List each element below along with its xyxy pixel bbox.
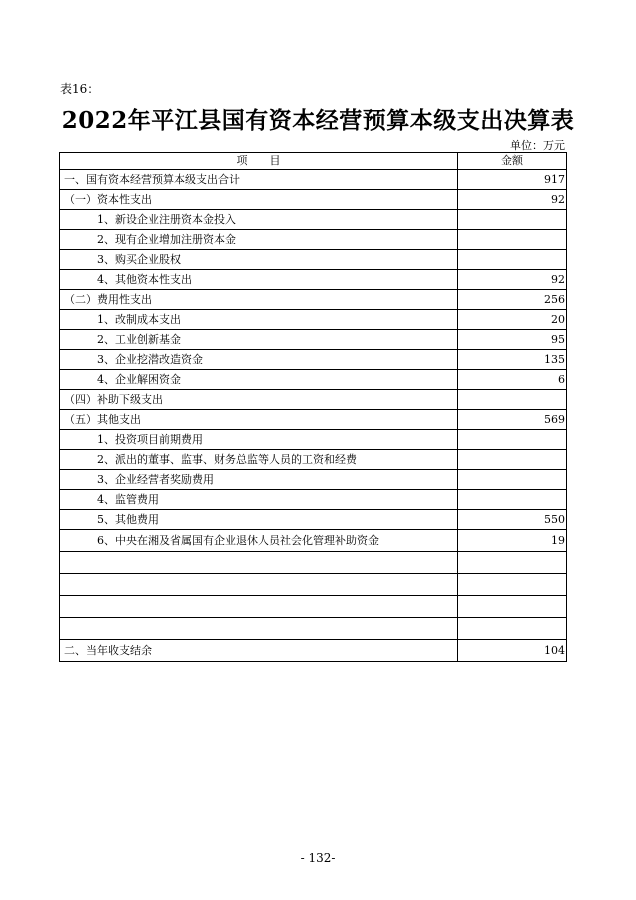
row-amount xyxy=(458,470,567,490)
row-amount: 256 xyxy=(458,290,567,310)
row-item: 1、投资项目前期费用 xyxy=(60,430,458,450)
row-amount: 104 xyxy=(458,640,567,662)
row-amount: 135 xyxy=(458,350,567,370)
row-item xyxy=(60,596,458,618)
row-item: 4、监管费用 xyxy=(60,490,458,510)
row-item: 1、改制成本支出 xyxy=(60,310,458,330)
table-row xyxy=(60,250,567,270)
header-item: 项 目 xyxy=(60,153,458,170)
row-amount xyxy=(458,574,567,596)
row-amount xyxy=(458,450,567,470)
table-row xyxy=(60,574,567,596)
row-item: 6、中央在湘及省属国有企业退休人员社会化管理补助资金 xyxy=(60,530,458,552)
row-item: 3、购买企业股权 xyxy=(60,250,458,270)
table-row xyxy=(60,510,567,530)
row-amount: 95 xyxy=(458,330,567,350)
row-item: 2、现有企业增加注册资本金 xyxy=(60,230,458,250)
row-item: 二、当年收支结余 xyxy=(60,640,458,662)
table-header-row xyxy=(60,153,567,170)
document-title: 2022年平江县国有资本经营预算本级支出决算表 xyxy=(61,107,575,134)
row-amount: 92 xyxy=(458,270,567,290)
row-amount: 6 xyxy=(458,370,567,390)
table-row xyxy=(60,370,567,390)
table-row xyxy=(60,230,567,250)
table-row xyxy=(60,490,567,510)
row-item: （五）其他支出 xyxy=(60,410,458,430)
row-item: 3、企业挖潜改造资金 xyxy=(60,350,458,370)
table-row xyxy=(60,270,567,290)
row-item: 2、派出的董事、监事、财务总监等人员的工资和经费 xyxy=(60,450,458,470)
row-amount xyxy=(458,390,567,410)
row-item: 4、企业解困资金 xyxy=(60,370,458,390)
row-amount xyxy=(458,230,567,250)
row-item: （一）资本性支出 xyxy=(60,190,458,210)
row-item: 2、工业创新基金 xyxy=(60,330,458,350)
table-row xyxy=(60,290,567,310)
row-item: （四）补助下级支出 xyxy=(60,390,458,410)
table-number: 表16： xyxy=(60,82,100,96)
table-row xyxy=(60,640,567,662)
row-item: 4、其他资本性支出 xyxy=(60,270,458,290)
table-row xyxy=(60,190,567,210)
table-row xyxy=(60,410,567,430)
row-amount: 92 xyxy=(458,190,567,210)
header-amount: 金额 xyxy=(458,153,567,170)
row-item: 3、企业经营者奖励费用 xyxy=(60,470,458,490)
row-item: 一、国有资本经营预算本级支出合计 xyxy=(60,170,458,190)
row-item xyxy=(60,618,458,640)
row-amount: 917 xyxy=(458,170,567,190)
table-row xyxy=(60,552,567,574)
row-amount xyxy=(458,430,567,450)
table-row xyxy=(60,596,567,618)
table-row xyxy=(60,310,567,330)
table-row xyxy=(60,530,567,552)
page-number: - 132- xyxy=(300,851,336,865)
table-row xyxy=(60,350,567,370)
row-item: 5、其他费用 xyxy=(60,510,458,530)
row-item xyxy=(60,552,458,574)
row-amount: 550 xyxy=(458,510,567,530)
row-amount xyxy=(458,250,567,270)
table-row xyxy=(60,170,567,190)
row-amount xyxy=(458,552,567,574)
table-row xyxy=(60,330,567,350)
row-amount xyxy=(458,596,567,618)
row-item: （二）费用性支出 xyxy=(60,290,458,310)
row-amount: 569 xyxy=(458,410,567,430)
table-row xyxy=(60,390,567,410)
row-amount: 20 xyxy=(458,310,567,330)
table-row xyxy=(60,618,567,640)
row-amount xyxy=(458,210,567,230)
row-item xyxy=(60,574,458,596)
table-row xyxy=(60,210,567,230)
row-amount: 19 xyxy=(458,530,567,552)
table-row xyxy=(60,430,567,450)
row-amount xyxy=(458,490,567,510)
expenditure-table xyxy=(59,152,567,662)
unit-label: 单位：万元 xyxy=(510,139,565,152)
row-amount xyxy=(458,618,567,640)
table-row xyxy=(60,450,567,470)
table-row xyxy=(60,470,567,490)
row-item: 1、新设企业注册资本金投入 xyxy=(60,210,458,230)
